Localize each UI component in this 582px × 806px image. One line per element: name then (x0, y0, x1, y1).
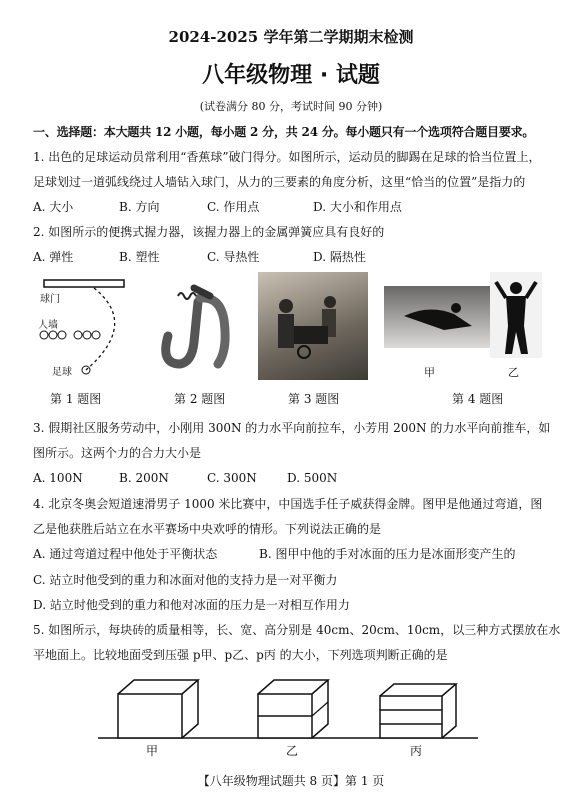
q1-option-d: D. 大小和作用点 (313, 200, 402, 214)
q4-option-c: C. 站立时他受到的重力和冰面对他的支持力是一对平衡力 (33, 573, 338, 587)
question-3-line-1: 3. 假期社区服务劳动中，小刚用 300N 的力水平向前拉车，小芳用 200N 的力水平向前推车，如 (33, 421, 551, 435)
figure-5-label-a: 甲 (146, 744, 159, 758)
question-3-line-2: 图所示。这两个力的合力大小是 (33, 446, 202, 460)
exam-title: 八年级物理 · 试题 (202, 63, 380, 88)
q3-option-a: A. 100N (33, 471, 83, 485)
q1-option-c: C. 作用点 (207, 200, 260, 214)
exam-year-line: 2024-2025 学年第二学期期末检测 (168, 28, 414, 46)
page-footer: 【八年级物理试题共 8 页】第 1 页 (197, 774, 385, 788)
caption-figure-2: 第 2 题图 (174, 392, 226, 406)
q3-option-c: C. 300N (207, 471, 257, 485)
question-4-line-2: 乙是他获胜后站立在水平赛场中央欢呼的情形。下列说法正确的是 (33, 522, 382, 536)
figure-4-b-label: 乙 (508, 366, 519, 379)
figure-1-goal-label: 球门 (40, 294, 60, 305)
q2-option-c: C. 导热性 (207, 250, 260, 264)
question-1-line-2: 足球划过一道弧线绕过人墙钻入球门，从力的三要素的角度分析，这里“恰当的位置”是指力的 (33, 175, 526, 189)
figure-4-a-label: 甲 (424, 366, 435, 379)
question-5-line-1: 5. 如图所示，每块砖的质量相等，长、宽、高分别是 40cm、20cm、10cm，以三种方式摆放在水 (33, 623, 561, 637)
q4-option-d: D. 站立时他受到的重力和他对冰面的压力是一对相互作用力 (33, 598, 350, 612)
q2-option-b: B. 塑性 (119, 250, 160, 264)
q2-option-a: A. 弹性 (33, 250, 74, 264)
q1-option-b: B. 方向 (119, 200, 160, 214)
caption-figure-3: 第 3 题图 (288, 392, 340, 406)
figure-5-label-b: 乙 (286, 744, 299, 758)
q4-option-a: A. 通过弯道过程中他处于平衡状态 (33, 547, 218, 561)
section-1-heading: 一、选择题：本大题共 12 小题，每小题 2 分，共 24 分。每小题只有一个选项符合题目要求。 (33, 125, 535, 139)
q4-option-b: B. 图甲中他的手对冰面的压力是冰面形变产生的 (259, 547, 516, 561)
exam-note: (试卷满分 80 分，考试时间 90 分钟) (199, 100, 383, 113)
figure-3-cart-photo (258, 272, 368, 380)
caption-figure-1: 第 1 题图 (50, 392, 102, 406)
figure-1-ball-label: 足球 (52, 367, 72, 378)
question-2-line-1: 2. 如图所示的便携式握力器，该握力器上的金属弹簧应具有良好的 (33, 225, 385, 239)
caption-figure-4: 第 4 题图 (452, 392, 504, 406)
figure-2-hand-grip (158, 276, 242, 370)
figure-5-label-c: 丙 (410, 744, 423, 758)
q2-option-d: D. 隔热性 (313, 250, 366, 264)
figure-4-a-skater-turning (384, 286, 490, 348)
figure-1-banana-kick (34, 274, 134, 379)
figure-4-b-skater-standing (490, 272, 542, 358)
q1-option-a: A. 大小 (33, 200, 74, 214)
q3-option-b: B. 200N (119, 471, 169, 485)
q3-option-d: D. 500N (287, 471, 338, 485)
figure-1-wall-label: 人墙 (38, 320, 58, 331)
question-1-line-1: 1. 出色的足球运动员常利用“香蕉球”破门得分。如图所示，运动员的脚踢在足球的恰当位置上， (33, 150, 541, 164)
question-5-line-2: 平地面上。比较地面受到压强 p甲、p乙、p丙 的大小，下列选项判断正确的是 (33, 648, 448, 662)
question-4-line-1: 4. 北京冬奥会短道速滑男子 1000 米比赛中，中国选手任子威获得金牌。图甲是他通过弯道，图 (33, 497, 543, 511)
